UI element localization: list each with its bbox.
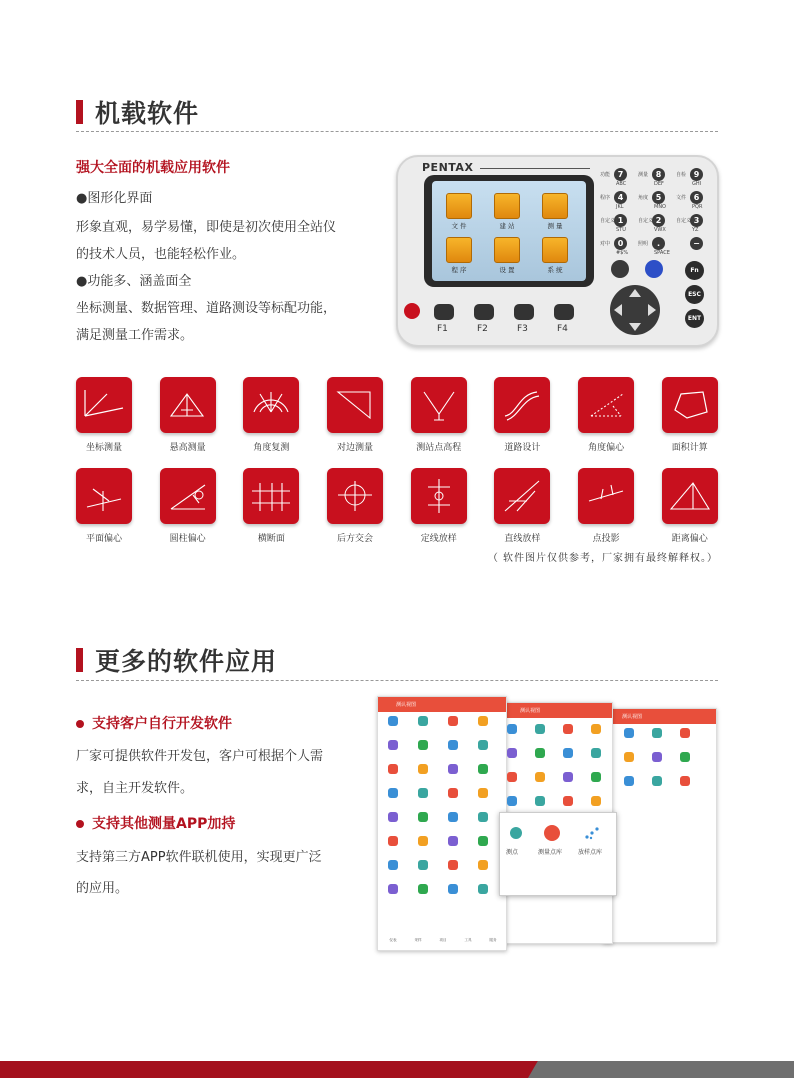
phone-app-icon xyxy=(624,776,634,786)
keypad-key-label: 自检 xyxy=(676,172,687,178)
keypad-key-label: 文件 xyxy=(676,195,687,201)
phone-tab-label: 项目 xyxy=(439,938,447,942)
keypad-key: 7 xyxy=(614,168,627,181)
disclaimer-note: （ 软件图片仅供参考，厂家拥有最终解释权。） xyxy=(487,553,718,564)
esc-key: ESC xyxy=(685,285,704,304)
function-item xyxy=(243,468,299,544)
phone-app-icon xyxy=(652,728,662,738)
direction-pad xyxy=(610,285,660,335)
phone-app-icon xyxy=(680,776,690,786)
section-marker xyxy=(76,100,83,124)
divider xyxy=(76,131,718,132)
keypad-key-label: 测量 xyxy=(638,172,649,178)
phone-app-icon xyxy=(388,812,398,822)
app-label: 测 量 xyxy=(547,222,563,230)
keypad-key-label: 对中 xyxy=(600,241,611,247)
function-item xyxy=(411,377,467,453)
phone-app-icon xyxy=(448,860,458,870)
function-item xyxy=(160,468,216,544)
phone-tab-label: 工具 xyxy=(464,938,472,942)
f4-label: F4 xyxy=(557,324,568,334)
divider xyxy=(76,680,718,681)
phone-app-icon xyxy=(535,724,545,734)
keypad-key-sub: YZ xyxy=(692,227,699,233)
keypad-key-label: 照明 xyxy=(638,241,649,247)
function-diagram-icon xyxy=(243,377,299,433)
function-item xyxy=(578,377,634,453)
function-icon-grid xyxy=(76,377,718,453)
phone-app-icon xyxy=(478,716,488,726)
keypad-key-label: 自定义2 xyxy=(638,218,657,224)
keypad-key: 1 xyxy=(614,214,627,227)
phone-tab-label: 采样 xyxy=(414,938,422,942)
function-item xyxy=(494,468,550,544)
section-marker xyxy=(76,648,83,672)
keypad-key-sub: #$% xyxy=(616,250,629,256)
keypad-key: 9 xyxy=(690,168,703,181)
app-label: 程 序 xyxy=(451,266,467,274)
function-diagram-icon xyxy=(327,377,383,433)
keypad-key-sub: PQR xyxy=(692,204,703,210)
phone-app-icon xyxy=(478,812,488,822)
app-screen-1: 测认视图 xyxy=(377,696,507,951)
function-label: 平面偏心 xyxy=(85,534,122,544)
settings-app-icon xyxy=(494,237,520,263)
para-gui-2: 的技术人员，也能轻松作业。 xyxy=(76,247,246,262)
keypad-key-sub: JKL xyxy=(616,204,624,210)
phone-app-icon xyxy=(507,772,517,782)
function-diagram-icon xyxy=(578,377,634,433)
phone-app-icon xyxy=(478,764,488,774)
keypad-key-sub: SPACE xyxy=(654,250,670,256)
bullet-dot xyxy=(76,720,84,728)
function-item xyxy=(327,468,383,544)
phone-app-icon xyxy=(624,728,634,738)
function-diagram-icon xyxy=(160,468,216,524)
phone-app-icon xyxy=(388,788,398,798)
function-label: 对边测量 xyxy=(337,443,374,453)
function-item xyxy=(243,377,299,453)
arrow-down-icon xyxy=(629,323,641,331)
phone-app-icon xyxy=(591,724,601,734)
function-diagram-icon xyxy=(662,468,718,524)
phone-app-icon xyxy=(448,836,458,846)
phone-app-icon xyxy=(591,796,601,806)
keypad-key: 6 xyxy=(690,191,703,204)
grid-key-icon xyxy=(611,260,629,278)
keypad-key-label: 程序 xyxy=(600,195,611,201)
phone-app-icon xyxy=(418,764,428,774)
phone-app-icon xyxy=(418,788,428,798)
phone-app-icon xyxy=(448,812,458,822)
phone-app-icon xyxy=(591,748,601,758)
app-label: 文 件 xyxy=(451,222,467,230)
function-item xyxy=(411,468,467,544)
phone-app-icon xyxy=(535,748,545,758)
phone-app-icon xyxy=(448,740,458,750)
measure-popup: 测点 测量点库 放样点库 xyxy=(499,812,617,896)
function-item xyxy=(76,468,132,544)
function-label: 横断面 xyxy=(257,534,285,544)
function-item xyxy=(327,377,383,453)
phone-app-icon xyxy=(478,740,488,750)
point-icon xyxy=(510,827,522,839)
app-screen-2: 测认视图 xyxy=(501,702,613,944)
phone-app-icon xyxy=(563,796,573,806)
function-label: 直线放样 xyxy=(504,534,541,544)
phone-app-icon xyxy=(388,716,398,726)
phone-app-icon xyxy=(448,788,458,798)
function-item xyxy=(662,468,718,544)
para-functions-1: 坐标测量、数据管理、道路测设等标配功能， xyxy=(76,301,337,316)
phone-app-icon xyxy=(418,812,428,822)
keypad-key: 8 xyxy=(652,168,665,181)
phone-app-icon xyxy=(388,860,398,870)
keypad-key: 2 xyxy=(652,214,665,227)
power-icon xyxy=(404,303,420,319)
more-subtitle-1: 支持客户自行开发软件 xyxy=(76,713,232,733)
footer-band-gray xyxy=(528,1061,794,1078)
phone-app-icon xyxy=(563,724,573,734)
ent-key: ENT xyxy=(685,309,704,328)
function-label: 道路设计 xyxy=(504,443,541,453)
keypad-key-sub: MNO xyxy=(654,204,666,210)
keypad-key-sub: DEF xyxy=(654,181,664,187)
app-label: 建 站 xyxy=(499,222,515,230)
section-header-more xyxy=(76,642,277,678)
onboard-subtitle: 强大全面的机载应用软件 xyxy=(76,160,230,176)
function-label: 距离偏心 xyxy=(671,534,708,544)
phone-tab-label: 仪表 xyxy=(389,938,397,942)
brand-line xyxy=(480,168,590,169)
phone-app-icon xyxy=(478,884,488,894)
function-item xyxy=(494,377,550,453)
keypad-key: 0 xyxy=(614,237,627,250)
function-label: 坐标测量 xyxy=(85,443,122,453)
phone-app-icon xyxy=(563,772,573,782)
function-label: 圆柱偏心 xyxy=(169,534,206,544)
phone-app-icon xyxy=(680,728,690,738)
phone-app-icon xyxy=(388,740,398,750)
function-diagram-icon xyxy=(494,377,550,433)
keypad-key: 4 xyxy=(614,191,627,204)
keypad-key-label: 角度 xyxy=(638,195,649,201)
function-label: 定线放样 xyxy=(420,534,457,544)
location-icon xyxy=(544,825,560,841)
phone-app-icon xyxy=(478,836,488,846)
function-item xyxy=(160,377,216,453)
phone-app-icon xyxy=(507,724,517,734)
function-diagram-icon xyxy=(160,377,216,433)
section-header-onboard xyxy=(76,94,199,130)
bullet-functions: ●功能多、涵盖面全 xyxy=(76,274,192,289)
keypad-key-sub: ABC xyxy=(616,181,627,187)
f2-label: F2 xyxy=(477,324,488,334)
f3-key xyxy=(514,304,534,320)
function-diagram-icon xyxy=(243,468,299,524)
function-item xyxy=(578,468,634,544)
para-functions-2: 满足测量工作需求。 xyxy=(76,328,194,343)
device-screen-frame xyxy=(424,175,594,287)
phone-app-icon xyxy=(388,836,398,846)
para-gui-1: 形象直观，易学易懂，即使是初次使用全站仪 xyxy=(76,220,337,235)
phone-app-icon xyxy=(418,740,428,750)
f3-label: F3 xyxy=(517,324,528,334)
arrow-left-icon xyxy=(614,304,622,316)
phone-app-icon xyxy=(535,772,545,782)
function-label: 点投影 xyxy=(592,534,620,544)
function-label: 悬高测量 xyxy=(169,443,206,453)
bullet-dot xyxy=(76,820,84,828)
section-title: 机载软件 xyxy=(95,99,200,128)
phone-tab-label: 服务 xyxy=(489,938,497,942)
phone-app-icon xyxy=(388,884,398,894)
app-label: 系 统 xyxy=(547,266,563,274)
function-diagram-icon xyxy=(411,468,467,524)
app-label: 设 置 xyxy=(499,266,515,274)
system-app-icon xyxy=(542,237,568,263)
more-para-1b: 求，自主开发软件。 xyxy=(76,781,194,796)
phone-app-icon xyxy=(418,884,428,894)
total-station-keypad xyxy=(396,155,719,347)
phone-app-icon xyxy=(591,772,601,782)
phone-app-icon xyxy=(652,752,662,762)
function-diagram-icon xyxy=(662,377,718,433)
section-title: 更多的软件应用 xyxy=(95,647,278,676)
keypad-key-label: 自定义3 xyxy=(676,218,695,224)
function-item xyxy=(662,377,718,453)
phone-app-icon xyxy=(652,776,662,786)
keypad-key: . xyxy=(652,237,665,250)
function-item xyxy=(76,377,132,453)
keypad-key-label: 功能 xyxy=(600,172,611,178)
keypad-key-label: 自定义1 xyxy=(600,218,619,224)
arrow-up-icon xyxy=(629,289,641,297)
function-diagram-icon xyxy=(411,377,467,433)
function-label: 角度复测 xyxy=(253,443,290,453)
phone-app-icon xyxy=(535,796,545,806)
function-label: 测站点高程 xyxy=(416,443,462,453)
function-diagram-icon xyxy=(76,377,132,433)
more-para-2a: 支持第三方APP软件联机使用，实现更广泛 xyxy=(76,850,322,865)
keypad-key-sub: GHI xyxy=(692,181,702,187)
file-app-icon xyxy=(446,193,472,219)
function-icon-grid xyxy=(76,468,718,544)
measure-app-icon xyxy=(542,193,568,219)
program-app-icon xyxy=(446,237,472,263)
phone-app-icon xyxy=(680,752,690,762)
more-subtitle-2: 支持其他测量APP加持 xyxy=(76,813,235,833)
fn-key: Fn xyxy=(685,261,704,280)
station-app-icon xyxy=(494,193,520,219)
phone-app-icon xyxy=(507,748,517,758)
function-label: 角度偏心 xyxy=(588,443,625,453)
footer-band-red xyxy=(0,1061,540,1078)
f1-key xyxy=(434,304,454,320)
phone-app-icon xyxy=(388,764,398,774)
keypad-key: 5 xyxy=(652,191,665,204)
app-screen-3: 测认视图 xyxy=(603,708,717,943)
more-para-1a: 厂家可提供软件开发包，客户可根据个人需 xyxy=(76,749,324,764)
phone-app-icon xyxy=(448,764,458,774)
f2-key xyxy=(474,304,494,320)
function-diagram-icon xyxy=(494,468,550,524)
points-icon xyxy=(584,825,600,841)
function-label: 后方交会 xyxy=(337,534,374,544)
phone-app-icon xyxy=(418,716,428,726)
phone-app-icon xyxy=(418,860,428,870)
keypad-key-sub: STU xyxy=(616,227,626,233)
phone-app-icon xyxy=(624,752,634,762)
phone-app-icon xyxy=(448,716,458,726)
phone-app-icon xyxy=(478,860,488,870)
function-label: 面积计算 xyxy=(671,443,708,453)
keypad-key: − xyxy=(690,237,703,250)
brand-logo: PENTAX xyxy=(422,161,474,174)
function-diagram-icon xyxy=(76,468,132,524)
phone-app-icon xyxy=(418,836,428,846)
phone-app-icon xyxy=(507,796,517,806)
arrow-right-icon xyxy=(648,304,656,316)
f1-label: F1 xyxy=(437,324,448,334)
phone-app-icon xyxy=(448,884,458,894)
more-para-2b: 的应用。 xyxy=(76,881,129,896)
function-diagram-icon xyxy=(327,468,383,524)
bullet-gui: ●图形化界面 xyxy=(76,191,153,206)
keypad-key: 3 xyxy=(690,214,703,227)
phone-app-icon xyxy=(563,748,573,758)
device-screen xyxy=(432,181,586,281)
light-key-icon xyxy=(645,260,663,278)
function-diagram-icon xyxy=(578,468,634,524)
phone-app-icon xyxy=(478,788,488,798)
f4-key xyxy=(554,304,574,320)
keypad-key-sub: VWX xyxy=(654,227,666,233)
